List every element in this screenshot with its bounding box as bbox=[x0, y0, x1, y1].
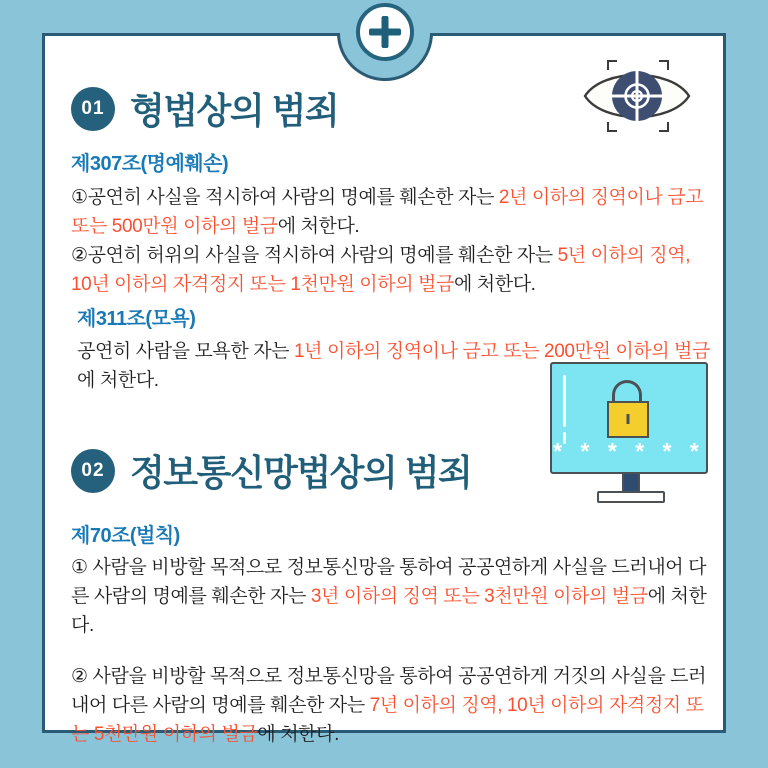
monitor-stand bbox=[622, 472, 640, 493]
screen-highlight bbox=[563, 375, 566, 427]
article-307-heading: 제307조(명예훼손) bbox=[71, 153, 229, 175]
section-1-badge: 01 bbox=[71, 87, 115, 131]
article-311-heading: 제311조(모욕) bbox=[77, 308, 196, 330]
masked-password-text: * * * * * * bbox=[553, 438, 705, 464]
section-1-header bbox=[71, 83, 715, 134]
monitor-screen bbox=[550, 362, 708, 474]
padlock-body bbox=[607, 401, 649, 438]
section-2-badge: 02 bbox=[71, 449, 115, 493]
infographic-card bbox=[42, 33, 726, 745]
article-70-clause-1: ① 사람을 비방할 목적으로 정보통신망을 통하여 공공연하게 사실을 드러내어 다른 사람의 명예를 훼손한 자는 3년 이하의 징역 또는 3천만원 이하의 벌금에 처한다. bbox=[71, 557, 707, 636]
locked-computer-illustration bbox=[550, 362, 712, 504]
article-307-body bbox=[71, 183, 715, 299]
keyhole bbox=[627, 414, 630, 424]
article-307-clause-1: ①공연히 사실을 적시하여 사람의 명예를 훼손한 자는 2년 이하의 징역이나 금고 또는 500만원 이하의 벌금에 처한다. bbox=[71, 187, 704, 237]
section-2-title: 정보통신망법상의 범죄 bbox=[130, 452, 472, 493]
article-307-clause-2: ②공연히 허위의 사실을 적시하여 사람의 명예를 훼손한 자는 5년 이하의 징역, 10년 이하의 자격정지 또는 1천만원 이하의 벌금에 처한다. bbox=[71, 245, 691, 295]
article-70-clause-2: ② 사람을 비방할 목적으로 정보통신망을 통하여 공공연하게 거짓의 사실을 드러내어 다른 사람의 명예를 훼손한 자는 7년 이하의 징역, 10년 이하의 자격정지 또는 5천만원 이하의 벌금에 처한다. bbox=[71, 666, 707, 745]
article-311-clause: 공연히 사람을 모욕한 자는 1년 이하의 징역이나 금고 또는 200만원 이하의 벌금에 처한다. bbox=[77, 341, 710, 391]
section-1-title: 형법상의 범죄 bbox=[130, 90, 339, 131]
article-70-heading: 제70조(벌칙) bbox=[71, 525, 180, 547]
monitor-base bbox=[597, 491, 665, 503]
